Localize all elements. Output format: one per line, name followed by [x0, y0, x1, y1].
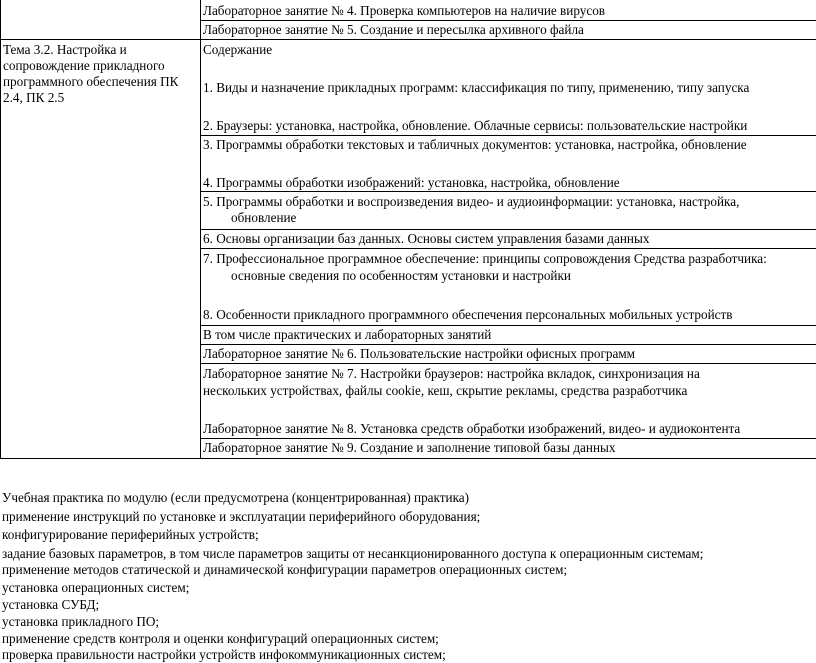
row-divider	[200, 344, 816, 345]
content-item-2: 2. Браузеры: установка, настройка, обновление. Облачные сервисы: пользовательские настройки	[203, 118, 748, 133]
topic-title: Тема 3.2. Настройка и сопровождение прикладного программного обеспечения ПК 2.4, ПК 2.5	[3, 42, 179, 105]
practice-line: установка прикладного ПО;	[2, 614, 160, 629]
practice-line: задание базовых параметров, в том числе параметров защиты от несанкционированного доступа к операционным системам;	[2, 546, 704, 561]
row-divider	[200, 229, 816, 230]
content-item-6: 6. Основы организации баз данных. Основы систем управления базами данных	[203, 231, 650, 246]
practice-line: применение средств контроля и оценки конфигураций операционных систем;	[2, 631, 439, 646]
row-divider	[200, 135, 816, 136]
row-divider	[200, 248, 816, 249]
table-left-border	[0, 0, 1, 458]
lab-row-5: Лабораторное занятие № 5. Создание и пересылка архивного файла	[203, 22, 584, 37]
practice-line: применение инструкций по установке и эксплуатации периферийного оборудования;	[2, 509, 481, 524]
content-header: Содержание	[203, 42, 273, 57]
row-divider	[200, 438, 816, 439]
content-item-5-continued: обновление	[231, 210, 297, 225]
row-divider	[200, 20, 816, 21]
content-item-5: 5. Программы обработки и воспроизведения видео- и аудиоинформации: установка, настройка,	[203, 194, 740, 209]
lab-row-8: Лабораторное занятие № 8. Установка средств обработки изображений, видео- и аудиоконтента	[203, 421, 741, 436]
content-item-7: 7. Профессиональное программное обеспечение: принципы сопровождения Средства разработчика:	[203, 251, 767, 266]
lab-row-6: Лабораторное занятие № 6. Пользовательские настройки офисных программ	[203, 346, 636, 361]
content-item-3: 3. Программы обработки текстовых и табличных документов: установка, настройка, обновление	[203, 137, 747, 152]
lab-row-7: Лабораторное занятие № 7. Настройки браузеров: настройка вкладок, синхронизация на	[203, 366, 700, 381]
practice-line: установка операционных систем;	[2, 580, 190, 595]
practice-line: конфигурирование периферийных устройств;	[2, 527, 259, 542]
table-bottom-border	[0, 458, 816, 459]
lab-row-4: Лабораторное занятие № 4. Проверка компьютеров на наличие вирусов	[203, 3, 606, 18]
row-divider	[200, 191, 816, 192]
content-item-4: 4. Программы обработки изображений: установка, настройка, обновление	[203, 175, 620, 190]
practice-title: Учебная практика по модулю (если предусмотрена (концентрированная) практика)	[2, 490, 470, 505]
content-item-1: 1. Виды и назначение прикладных программ: классификация по типу, применению, типу запуска	[203, 80, 750, 95]
practice-line: применение методов статической и динамической конфигурации параметров операционных систем;	[2, 562, 568, 577]
row-divider	[0, 39, 816, 40]
lab-row-9: Лабораторное занятие № 9. Создание и заполнение типовой базы данных	[203, 440, 616, 455]
content-item-7-continued: основные сведения по особенностям установки и настройки	[231, 268, 571, 283]
practice-line: проверка правильности настройки устройств инфокоммуникационных систем;	[2, 647, 446, 662]
row-divider	[200, 325, 816, 326]
row-divider	[200, 363, 816, 364]
practice-header: В том числе практических и лабораторных занятий	[203, 327, 492, 342]
content-item-8: 8. Особенности прикладного программного обеспечения персональных мобильных устройств	[203, 307, 733, 322]
lab-row-7-continued: нескольких устройствах, файлы cookie, кеш, скрытие рекламы, средства разработчика	[203, 383, 688, 398]
practice-line: установка СУБД;	[2, 597, 100, 612]
